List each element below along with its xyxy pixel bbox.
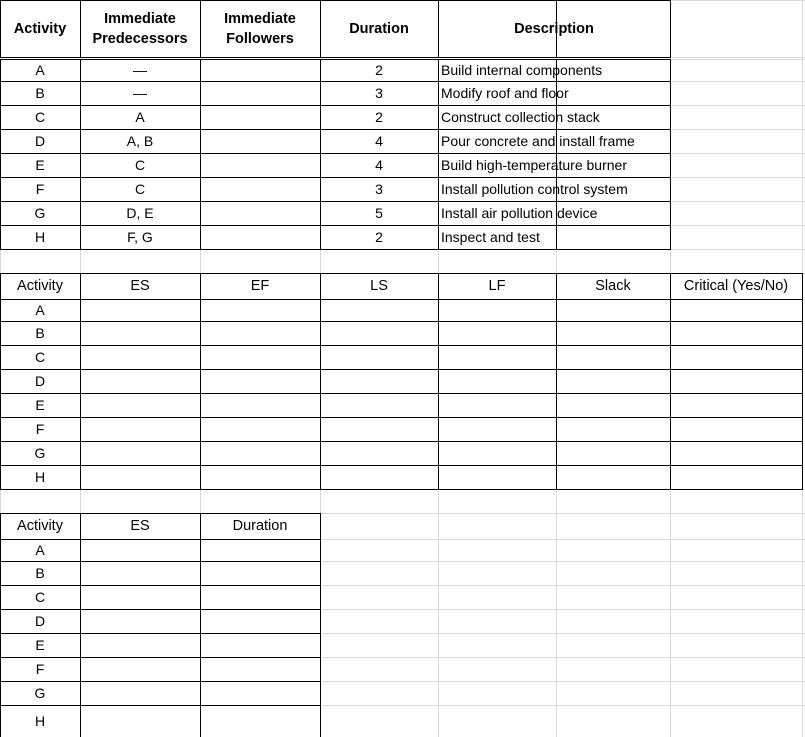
- gantt-duration-cell[interactable]: [200, 705, 320, 737]
- predecessors-cell[interactable]: A: [135, 108, 145, 125]
- schedule-input-cell[interactable]: [670, 393, 802, 417]
- gantt-duration-cell[interactable]: [200, 539, 320, 561]
- schedule-input-cell[interactable]: [320, 417, 438, 441]
- schedule-activity-cell[interactable]: A: [35, 301, 45, 318]
- schedule-input-cell[interactable]: [438, 345, 556, 369]
- schedule-input-cell[interactable]: [438, 465, 556, 489]
- schedule-header-cell[interactable]: Activity: [17, 277, 63, 294]
- schedule-input-cell[interactable]: [80, 393, 200, 417]
- gantt-activity-cell[interactable]: D: [34, 612, 46, 629]
- schedule-input-cell[interactable]: [438, 299, 556, 321]
- gantt-activity-cell[interactable]: H: [34, 712, 46, 729]
- schedule-input-cell[interactable]: [320, 345, 438, 369]
- gantt-duration-cell[interactable]: [200, 561, 320, 585]
- description-cell[interactable]: Construct collection stack: [441, 108, 600, 125]
- gantt-activity-cell[interactable]: F: [35, 660, 45, 677]
- duration-cell[interactable]: 4: [375, 132, 383, 149]
- duration-cell[interactable]: 5: [375, 204, 383, 221]
- schedule-input-cell[interactable]: [80, 417, 200, 441]
- schedule-input-cell[interactable]: [200, 393, 320, 417]
- schedule-input-cell[interactable]: [556, 321, 670, 345]
- schedule-input-cell[interactable]: [438, 417, 556, 441]
- gantt-es-cell[interactable]: [80, 657, 200, 681]
- gantt-es-cell[interactable]: [80, 681, 200, 705]
- schedule-input-cell[interactable]: [670, 465, 802, 489]
- schedule-input-cell[interactable]: [556, 393, 670, 417]
- header-description[interactable]: Description: [514, 20, 594, 37]
- followers-cell[interactable]: [200, 105, 320, 129]
- schedule-input-cell[interactable]: [320, 321, 438, 345]
- schedule-input-cell[interactable]: [200, 417, 320, 441]
- schedule-input-cell[interactable]: [670, 417, 802, 441]
- gantt-es-cell[interactable]: [80, 705, 200, 737]
- schedule-input-cell[interactable]: [556, 441, 670, 465]
- schedule-input-cell[interactable]: [670, 441, 802, 465]
- duration-cell[interactable]: 3: [375, 180, 383, 197]
- schedule-input-cell[interactable]: [556, 465, 670, 489]
- schedule-input-cell[interactable]: [556, 369, 670, 393]
- schedule-input-cell[interactable]: [320, 369, 438, 393]
- gantt-header-cell[interactable]: ES: [130, 517, 150, 534]
- activity-cell[interactable]: A: [35, 61, 45, 78]
- schedule-activity-cell[interactable]: B: [35, 324, 45, 341]
- gantt-activity-cell[interactable]: E: [35, 636, 45, 653]
- gantt-duration-cell[interactable]: [200, 681, 320, 705]
- schedule-input-cell[interactable]: [556, 417, 670, 441]
- schedule-input-cell[interactable]: [80, 465, 200, 489]
- followers-cell[interactable]: [200, 225, 320, 249]
- header-text-line: Immediate: [224, 10, 296, 27]
- followers-cell[interactable]: [200, 129, 320, 153]
- schedule-activity-cell[interactable]: F: [35, 420, 45, 437]
- duration-cell[interactable]: 2: [375, 61, 383, 78]
- followers-cell[interactable]: [200, 81, 320, 105]
- schedule-header-cell[interactable]: EF: [250, 277, 270, 294]
- schedule-input-cell[interactable]: [80, 345, 200, 369]
- schedule-input-cell[interactable]: [200, 321, 320, 345]
- schedule-input-cell[interactable]: [80, 369, 200, 393]
- schedule-input-cell[interactable]: [438, 321, 556, 345]
- activity-cell[interactable]: H: [34, 228, 46, 245]
- header-activity[interactable]: Activity: [13, 20, 67, 37]
- duration-cell[interactable]: 4: [375, 156, 383, 173]
- description-cell[interactable]: Pour concrete and install frame: [441, 132, 635, 149]
- schedule-input-cell[interactable]: [80, 441, 200, 465]
- predecessors-cell[interactable]: D, E: [126, 204, 154, 221]
- schedule-input-cell[interactable]: [320, 299, 438, 321]
- schedule-input-cell[interactable]: [200, 345, 320, 369]
- gantt-activity-cell[interactable]: A: [35, 541, 45, 558]
- schedule-input-cell[interactable]: [556, 299, 670, 321]
- schedule-activity-cell[interactable]: H: [34, 468, 46, 485]
- schedule-input-cell[interactable]: [320, 393, 438, 417]
- description-cell[interactable]: Modify roof and floor: [441, 84, 569, 101]
- schedule-header-cell[interactable]: Critical (Yes/No): [683, 277, 789, 294]
- activity-cell[interactable]: B: [35, 84, 45, 101]
- header-immediate-predecessors[interactable]: [80, 0, 200, 57]
- gantt-es-cell[interactable]: [80, 561, 200, 585]
- schedule-input-cell[interactable]: [438, 441, 556, 465]
- gantt-duration-cell[interactable]: [200, 609, 320, 633]
- followers-cell[interactable]: [200, 177, 320, 201]
- gantt-header-cell[interactable]: Duration: [232, 517, 288, 534]
- schedule-header-cell[interactable]: ES: [130, 277, 150, 294]
- schedule-activity-cell[interactable]: D: [34, 372, 46, 389]
- activity-cell[interactable]: D: [34, 132, 46, 149]
- gantt-duration-cell[interactable]: [200, 657, 320, 681]
- gantt-es-cell[interactable]: [80, 633, 200, 657]
- header-duration[interactable]: Duration: [349, 20, 409, 37]
- description-cell[interactable]: Install air pollution device: [441, 204, 598, 221]
- schedule-header-cell[interactable]: Slack: [595, 277, 631, 294]
- activity-cell[interactable]: F: [35, 180, 45, 197]
- gantt-es-cell[interactable]: [80, 585, 200, 609]
- schedule-input-cell[interactable]: [320, 441, 438, 465]
- schedule-input-cell[interactable]: [80, 299, 200, 321]
- duration-cell[interactable]: 3: [375, 84, 383, 101]
- schedule-input-cell[interactable]: [670, 299, 802, 321]
- followers-cell[interactable]: [200, 59, 320, 81]
- gantt-es-cell[interactable]: [80, 539, 200, 561]
- schedule-input-cell[interactable]: [200, 465, 320, 489]
- schedule-activity-cell[interactable]: G: [34, 444, 46, 461]
- description-cell[interactable]: Install pollution control system: [441, 180, 628, 197]
- description-cell[interactable]: Build internal components: [441, 61, 603, 78]
- predecessors-cell[interactable]: —: [133, 61, 147, 78]
- activity-cell[interactable]: G: [34, 204, 46, 221]
- predecessors-cell[interactable]: C: [134, 156, 146, 173]
- gantt-header-cell[interactable]: Activity: [17, 517, 63, 534]
- followers-cell[interactable]: [200, 153, 320, 177]
- schedule-input-cell[interactable]: [80, 321, 200, 345]
- gantt-activity-cell[interactable]: C: [34, 588, 46, 605]
- gantt-duration-cell[interactable]: [200, 633, 320, 657]
- duration-cell[interactable]: 2: [375, 108, 383, 125]
- schedule-input-cell[interactable]: [200, 299, 320, 321]
- schedule-input-cell[interactable]: [670, 321, 802, 345]
- schedule-activity-cell[interactable]: E: [35, 396, 45, 413]
- description-cell[interactable]: Build high-temperature burner: [441, 156, 627, 173]
- gantt-activity-cell[interactable]: B: [35, 564, 45, 581]
- header-text-line: Immediate: [104, 10, 176, 27]
- schedule-input-cell[interactable]: [320, 465, 438, 489]
- schedule-input-cell[interactable]: [438, 369, 556, 393]
- schedule-input-cell[interactable]: [200, 441, 320, 465]
- activity-cell[interactable]: C: [34, 108, 46, 125]
- schedule-input-cell[interactable]: [556, 345, 670, 369]
- duration-cell[interactable]: 2: [375, 228, 383, 245]
- schedule-header-cell[interactable]: LS: [370, 277, 388, 294]
- gantt-duration-cell[interactable]: [200, 585, 320, 609]
- predecessors-cell[interactable]: F, G: [127, 228, 153, 245]
- schedule-input-cell[interactable]: [670, 345, 802, 369]
- followers-cell[interactable]: [200, 201, 320, 225]
- schedule-input-cell[interactable]: [200, 369, 320, 393]
- predecessors-cell[interactable]: A, B: [126, 132, 154, 149]
- predecessors-cell[interactable]: C: [134, 180, 146, 197]
- header-text-line: Followers: [226, 30, 294, 47]
- description-cell[interactable]: Inspect and test: [441, 228, 540, 245]
- schedule-activity-cell[interactable]: C: [34, 348, 46, 365]
- gantt-es-cell[interactable]: [80, 609, 200, 633]
- schedule-input-cell[interactable]: [670, 369, 802, 393]
- gantt-activity-cell[interactable]: G: [34, 684, 46, 701]
- activity-cell[interactable]: E: [35, 156, 45, 173]
- header-immediate-followers[interactable]: [200, 0, 320, 57]
- schedule-input-cell[interactable]: [438, 393, 556, 417]
- header-text-line: Predecessors: [92, 30, 188, 47]
- schedule-header-cell[interactable]: LF: [488, 277, 506, 294]
- predecessors-cell[interactable]: —: [133, 84, 147, 101]
